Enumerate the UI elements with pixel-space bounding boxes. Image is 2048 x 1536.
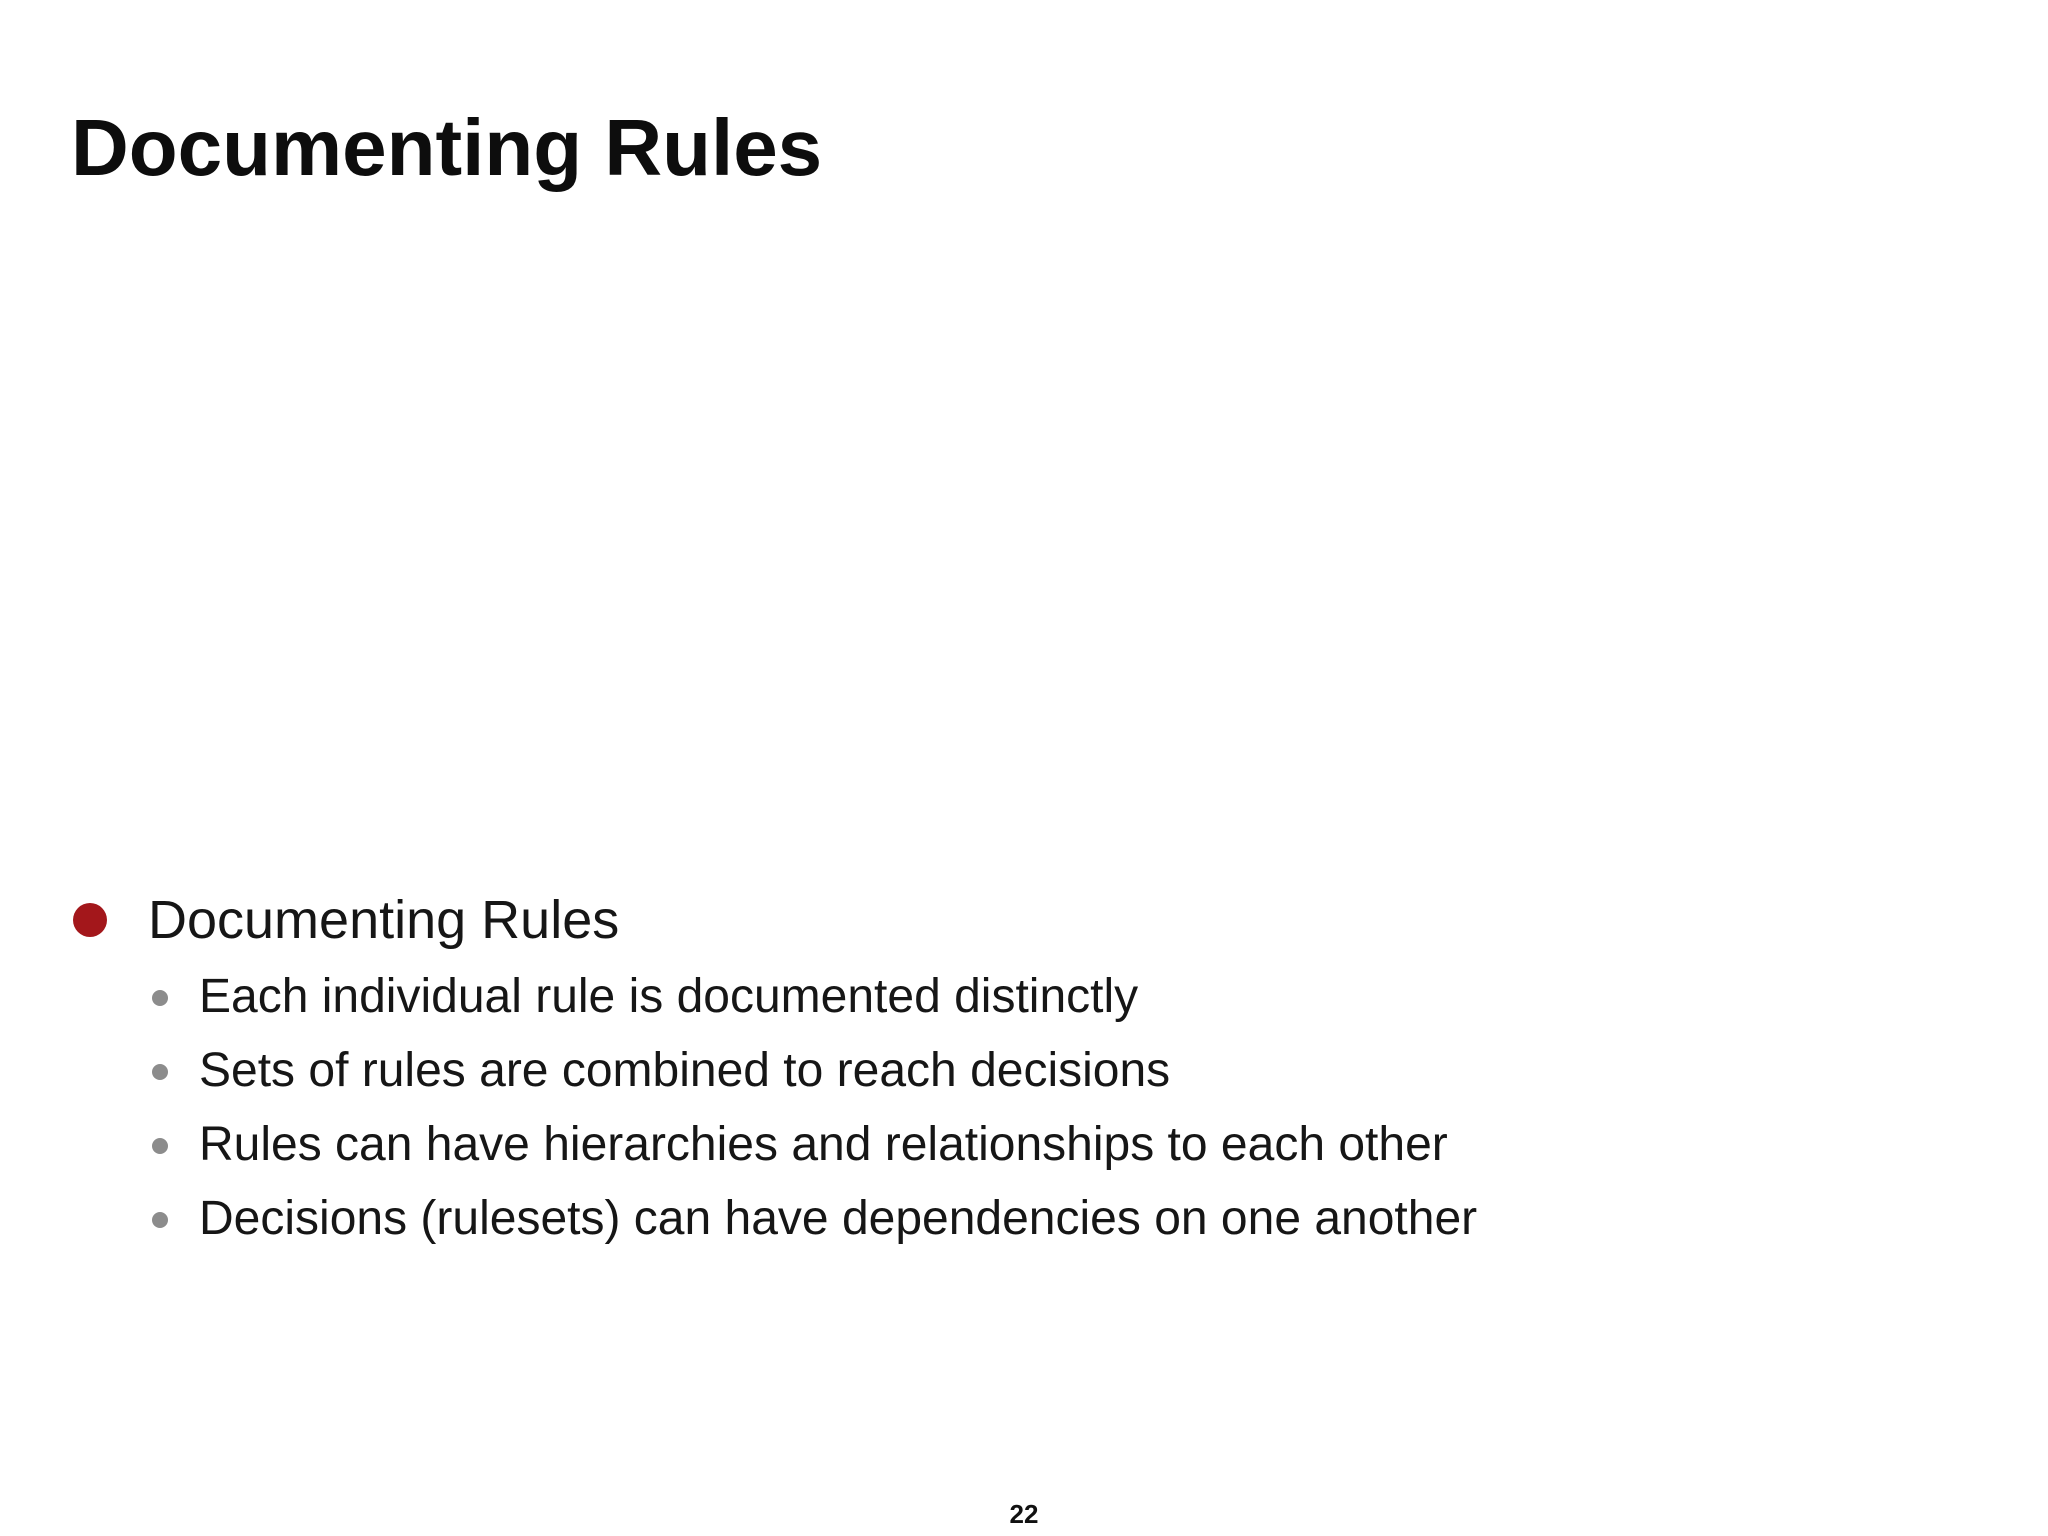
gray-bullet-icon — [152, 1064, 168, 1080]
sub-bullet-text: Decisions (rulesets) can have dependencies on one another — [199, 1192, 1478, 1245]
sub-bullet-text: Each individual rule is documented distinctly — [199, 970, 1139, 1023]
page-number: 22 — [1009, 1499, 1039, 1529]
list-item-level-2 — [71, 1182, 1971, 1256]
sub-bullet-list — [71, 960, 1971, 1256]
sub-bullet-text: Rules can have hierarchies and relationships to each other — [199, 1118, 1448, 1171]
sub-bullet-text: Sets of rules are combined to reach decisions — [199, 1044, 1171, 1097]
bullet-list — [71, 880, 1971, 1256]
bullet-text: Documenting Rules — [148, 890, 620, 950]
gray-bullet-icon — [152, 1138, 168, 1154]
list-item-level-2 — [71, 960, 1971, 1034]
red-bullet-icon — [73, 903, 107, 937]
slide-title: Documenting Rules — [71, 103, 823, 192]
gray-bullet-icon — [152, 990, 168, 1006]
list-item-level-2 — [71, 1108, 1971, 1182]
gray-bullet-icon — [152, 1212, 168, 1228]
list-item-level-2 — [71, 1034, 1971, 1108]
list-item-level-1 — [71, 880, 1971, 960]
